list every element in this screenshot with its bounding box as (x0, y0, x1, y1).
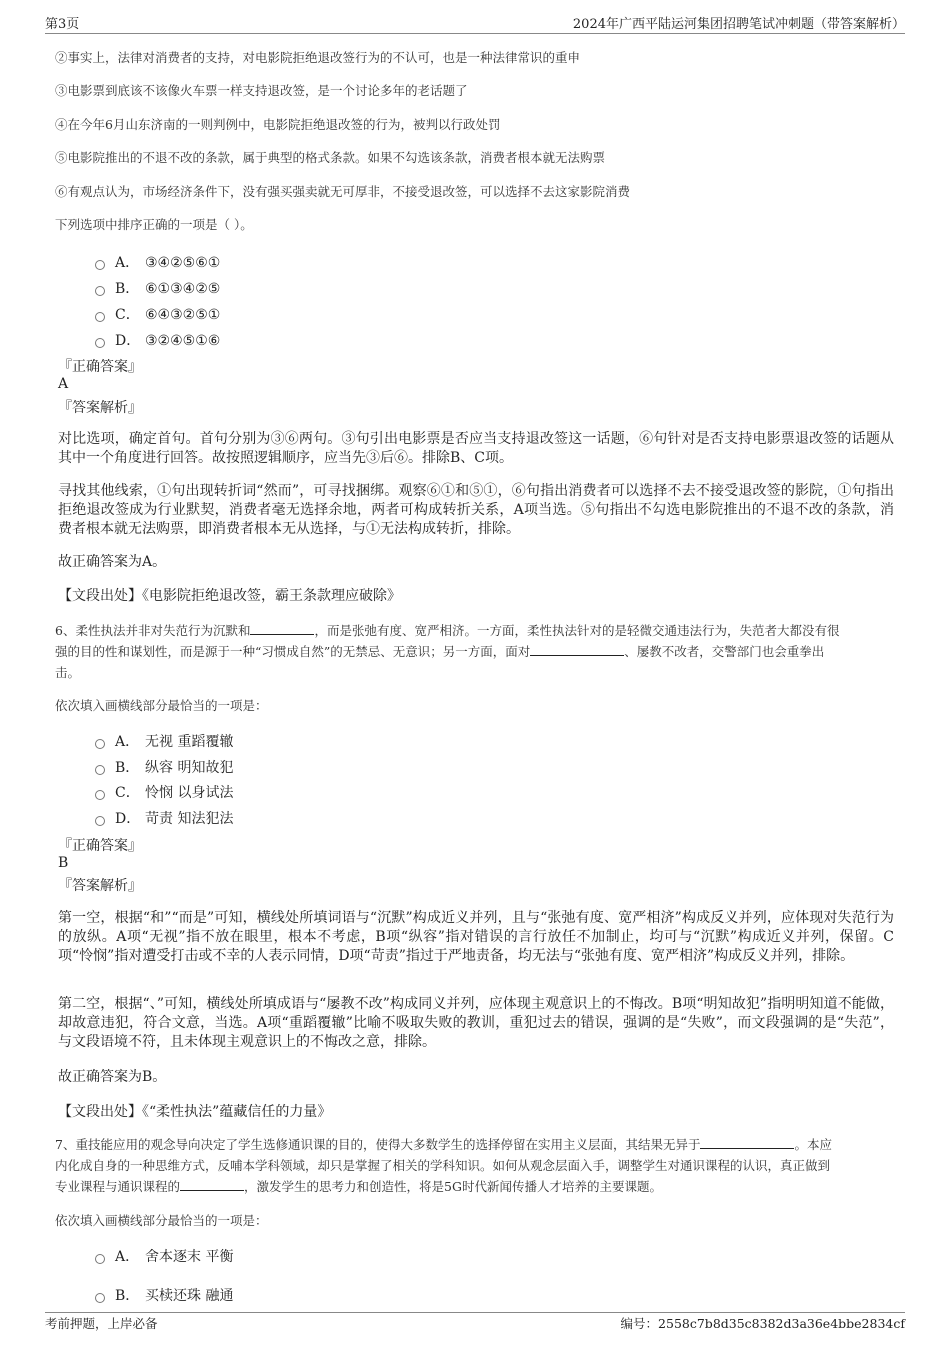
answer-value: B (58, 855, 69, 871)
page-number: 第3页 (45, 17, 80, 32)
radio-icon[interactable] (95, 790, 105, 800)
analysis-label: 『答案解析』 (58, 400, 142, 416)
question-prompt: 依次填入画横线部分最恰当的一项是： (55, 698, 268, 713)
intro-sentence: ⑤电影院推出的不退不改的条款，属于典型的格式条款。如果不勾选该条款，消费者根本就无法购票 (55, 150, 606, 165)
option-c[interactable]: C． ⑥④③②⑤① (95, 304, 220, 324)
option-c[interactable]: C． 怜悯 以身试法 (95, 782, 233, 802)
fill-blank (530, 643, 624, 656)
option-b[interactable]: B． 买椟还珠 融通 (95, 1285, 233, 1305)
fill-blank (700, 1136, 794, 1149)
question-prompt: 下列选项中排序正确的一项是（ ）。 (55, 217, 253, 232)
intro-sentence: ④在今年6月山东济南的一则判例中，电影院拒绝退改签的行为，被判以行政处罚 (55, 117, 501, 132)
option-a[interactable]: A． ③④②⑤⑥① (95, 252, 220, 272)
footer-divider (45, 1312, 905, 1313)
analysis-paragraph: 第二空，根据“、”可知，横线处所填成语与“屡教不改”构成同义并列，应体现主观意识上的不悔改。B项“明知故犯”指明明知道不能做，却故意违犯，符合文意，当选。A项“重蹈覆辙”比喻不吸取失败的教训，重犯过去的错误，强调的是“失败”，而文段强调的是“失范”，与文段语境不符，且未体现主观意识上的不悔改之意，排除。 (58, 996, 894, 1050)
fill-blank (180, 1178, 244, 1191)
intro-sentence: ⑥有观点认为，市场经济条件下，没有强买强卖就无可厚非，不接受退改签，可以选择不去这家影院消费 (55, 184, 631, 199)
intro-sentence: ③电影票到底该不该像火车票一样支持退改签，是一个讨论多年的老话题了 (55, 83, 468, 98)
fill-blank (250, 622, 314, 635)
analysis-paragraph: 寻找其他线索，①句出现转折词“然而”，可寻找捆绑。观察⑥①和⑤①，⑥句指出消费者可以选择不去不接受退改签的影院，①句指出拒绝退改签成为行业默契，消费者毫无选择余地，两者可构成转折关系，A项当选。⑤句指出不勾选电影院推出的不退不改的条款，消费者根本就无法购票，即消费者根本无从选择，与①无法构成转折，排除。 (58, 483, 894, 537)
radio-icon[interactable] (95, 816, 105, 826)
answer-label: 『正确答案』 (58, 359, 142, 375)
document-title: 2024年广西平陆运河集团招聘笔试冲刺题（带答案解析） (572, 17, 905, 32)
analysis-paragraph: 故正确答案为B。 (58, 1069, 167, 1085)
answer-value: A (58, 376, 69, 392)
header-divider (45, 33, 905, 34)
radio-icon[interactable] (95, 338, 105, 348)
footer-slogan: 考前押题，上岸必备 (45, 1316, 158, 1331)
radio-icon[interactable] (95, 765, 105, 775)
analysis-paragraph: 对比选项，确定首句。首句分别为③⑥两句。③句引出电影票是否应当支持退改签这一话题，⑥句针对是否支持电影票退改签的话题从其中一个角度进行回答。故按照逻辑顺序，应当先③后⑥。排除B、C项。 (58, 431, 894, 466)
option-a[interactable]: A． 无视 重蹈覆辙 (95, 731, 233, 751)
radio-icon[interactable] (95, 286, 105, 296)
radio-icon[interactable] (95, 260, 105, 270)
option-a[interactable]: A． 舍本逐末 平衡 (95, 1246, 233, 1266)
answer-label: 『正确答案』 (58, 838, 142, 854)
source-citation: 【文段出处】《“柔性执法”蕴藏信任的力量》 (58, 1104, 332, 1120)
option-d[interactable]: D． 苛责 知法犯法 (95, 808, 233, 828)
analysis-paragraph: 故正确答案为A。 (58, 554, 167, 570)
radio-icon[interactable] (95, 1293, 105, 1303)
analysis-paragraph: 第一空，根据“和”“而是”可知，横线处所填词语与“沉默”构成近义并列，且与“张弛有度、宽严相济”构成反义并列，应体现对失范行为的放纵。A项“无视”指不放在眼里，根本不考虑，B项“纵容”指对错误的言行放任不加制止，均可与“沉默”构成近义并列，保留。C项“怜悯”指对遭受打击或不幸的人表示同情，D项“苛责”指过于严地责备，均无法与“张弛有度、宽严相济”构成反义并列，排除。 (58, 910, 894, 964)
radio-icon[interactable] (95, 1254, 105, 1264)
question-text: 6、柔性执法并非对失范行为沉默和 ，而是张弛有度、宽严相济。一方面，柔性执法针对的是轻微交通违法行为，失范者大都没有很 强的目的性和谋划性，而是源于一种“习惯成自然”的无禁忌、无意识；另一方面，面对 、屡教不改者，交警部门也会重拳出 击。 (55, 623, 840, 680)
option-d[interactable]: D． ③②④⑤①⑥ (95, 330, 220, 350)
option-b[interactable]: B． 纵容 明知故犯 (95, 757, 233, 777)
radio-icon[interactable] (95, 312, 105, 322)
option-b[interactable]: B． ⑥①③④②⑤ (95, 278, 220, 298)
intro-sentence: ②事实上，法律对消费者的支持，对电影院拒绝退改签行为的不认可，也是一种法律常识的重申 (55, 50, 581, 65)
question-text: 7、重技能应用的观念导向决定了学生选修通识课的目的，使得大多数学生的选择停留在实用主义层面，其结果无异于 。本应 内化成自身的一种思维方式，反哺本学科领域，却只是掌握了相关的学科知识。如何从观念层面入手，调整学生对通识课程的认识，真正做到 专业课程与通识课程的 ，激发学生的思考力和创造性，将是5G时代新闻传播人才培养的主要课题。 (55, 1137, 832, 1194)
question-prompt: 依次填入画横线部分最恰当的一项是： (55, 1213, 268, 1228)
radio-icon[interactable] (95, 739, 105, 749)
document-id: 编号：2558c7b8d35c8382d3a36e4bbe2834cf (620, 1316, 905, 1331)
source-citation: 【文段出处】《电影院拒绝退改签，霸王条款理应破除》 (58, 588, 401, 604)
analysis-label: 『答案解析』 (58, 878, 142, 894)
